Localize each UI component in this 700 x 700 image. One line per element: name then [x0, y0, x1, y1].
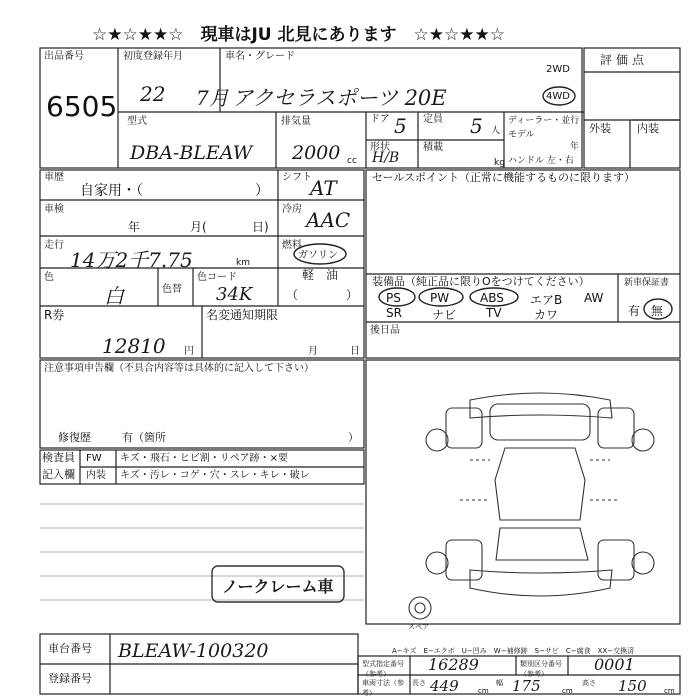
interior-label: 内装 — [637, 122, 659, 135]
mileage-label: 走行 — [44, 240, 64, 251]
no-claim-stamp: ノークレーム車 — [222, 577, 334, 596]
displacement-value: 2000 — [292, 142, 341, 164]
repair-end: ） — [348, 431, 359, 444]
dims-label: 車両寸法（参考） — [362, 679, 404, 697]
shape-value: H/B — [372, 150, 400, 166]
type-spec-value: 16289 — [428, 655, 479, 674]
fw-items: キズ・飛石・ヒビ割・リペア跡・×要 — [120, 453, 288, 464]
capacity-label: 定員 — [423, 114, 443, 125]
shape-label: 形状 — [370, 142, 390, 153]
equipment-leather: カワ — [534, 308, 559, 322]
repair-value: 有（箇所 — [122, 431, 166, 444]
drive-4wd: 4WD — [546, 91, 570, 102]
load-label: 積載 — [423, 142, 443, 153]
sales-point-label: セールスポイント（正常に機能するものに限ります） — [372, 171, 636, 184]
interior-items: キズ・汚レ・コゲ・穴・スレ・キレ・破レ — [120, 470, 310, 481]
color-code-label: 色コード — [197, 272, 237, 283]
category-value: 0001 — [594, 655, 635, 674]
warranty-no: 無 — [651, 304, 664, 318]
reg-year: 22 — [140, 82, 166, 106]
fuel-diesel: 軽 油 — [302, 268, 339, 282]
notice-day: 日 — [350, 346, 360, 357]
type-spec-label: 型式指定番号（参考） — [362, 660, 404, 678]
equipment-aw: AW — [584, 291, 604, 305]
color-change-label: 色替 — [162, 284, 182, 295]
height-value: 150 — [618, 677, 647, 695]
inspection-month: 月( — [190, 220, 207, 234]
ac-value: AAC — [306, 208, 351, 232]
registration-label: 登録番号 — [48, 672, 92, 685]
height-label: 高さ — [582, 679, 596, 687]
chassis-label: 車台番号 — [48, 642, 92, 655]
equipment-label: 装備品（純正品に限りOをつけてください） — [372, 275, 590, 288]
equipment-pw: PW — [430, 291, 450, 305]
color-label: 色 — [44, 272, 54, 283]
notice-label: 名変通知期限 — [206, 308, 279, 322]
notice-month: 月 — [308, 346, 318, 357]
header-banner: ☆★☆★★☆ 現車はJU 北見にあります ☆★☆★★☆ — [92, 25, 505, 45]
color-value: 白 — [104, 284, 124, 308]
equipment-tv: TV — [486, 306, 502, 320]
capacity-unit: 人 — [491, 126, 501, 136]
dealer-label: ディーラー・並行 — [508, 116, 580, 126]
spare-label: スペア — [408, 623, 429, 631]
evaluation-label: 評価点 — [600, 53, 649, 67]
doors-label: ドア — [370, 114, 390, 125]
length-label: 長さ — [412, 679, 426, 687]
exterior-label: 外装 — [589, 122, 611, 135]
doors-value: 5 — [394, 114, 407, 138]
fuel-other: （ ） — [286, 288, 359, 302]
car-diagram — [409, 393, 654, 619]
repair-label: 修復歴 — [58, 431, 91, 444]
model-label: 型式 — [127, 116, 147, 127]
shift-value: AT — [310, 176, 337, 200]
length-value: 449 — [430, 677, 459, 695]
fuel-gasoline: ガソリン — [298, 250, 338, 261]
inspection-day: 日) — [252, 220, 269, 234]
inspection-year: 年 — [128, 220, 141, 234]
color-code: 34K — [216, 284, 253, 305]
category-label: 類別区分番号（参考） — [520, 660, 562, 678]
mileage-unit: km — [236, 258, 250, 268]
year-label: 年 — [570, 142, 580, 152]
recycle-value: 12810 — [102, 334, 166, 358]
width-unit: cm — [562, 687, 573, 695]
caution-label: 注意事項申告欄（不具合内容等は具体的に記入して下さい） — [44, 363, 314, 374]
width-value: 175 — [512, 677, 541, 695]
fw-label: FW — [86, 453, 102, 464]
warranty-yes: 有 — [628, 304, 641, 318]
capacity-value: 5 — [470, 114, 483, 138]
width-label: 幅 — [496, 679, 503, 687]
recycle-label: R券 — [44, 308, 65, 322]
inspector-label: 検査員 — [42, 451, 75, 464]
displacement-unit: cc — [347, 156, 357, 166]
lot-number: 6505 — [46, 90, 118, 123]
entry-label: 記入欄 — [42, 468, 75, 481]
chassis-value: BLEAW-100320 — [118, 640, 269, 662]
displacement-label: 排気量 — [281, 116, 311, 127]
equipment-ps: PS — [386, 291, 401, 305]
equipment-navi: ナビ — [432, 308, 457, 322]
warranty-label: 新車保証書 — [624, 278, 670, 288]
rear-seat-label: 後日品 — [370, 325, 400, 336]
shift-label: シフト — [282, 172, 312, 183]
car-name-label: 車名・グレード — [225, 51, 295, 62]
inspection-label: 車検 — [44, 204, 64, 215]
model-year-label: モデル — [508, 130, 535, 140]
handle-label: ハンドル 左・右 — [508, 156, 574, 166]
fuel-label: 燃料 — [282, 240, 302, 251]
interior-entry-label: 内装 — [86, 470, 106, 481]
mileage-value: 14万2千7.75 — [70, 248, 193, 272]
car-name-value: アクセラスポーツ 20E — [232, 86, 447, 110]
history-value: 自家用・（ ） — [80, 183, 269, 199]
equipment-sr: SR — [386, 306, 402, 320]
reg-month: 7月 — [196, 86, 229, 110]
model-value: DBA-BLEAW — [130, 142, 253, 164]
equipment-abs: ABS — [480, 291, 504, 305]
load-unit: kg — [494, 158, 505, 168]
damage-legend: A−キズ E−エクボ U−凹み W−補修跡 S−サビ C−腐食 XX−交換済 — [392, 647, 635, 655]
equipment-airbag: エアB — [530, 293, 563, 307]
recycle-unit: 円 — [184, 346, 194, 357]
ac-label: 冷房 — [282, 204, 302, 215]
length-unit: cm — [478, 687, 489, 695]
drive-2wd: 2WD — [546, 64, 570, 75]
height-unit: cm — [664, 687, 675, 695]
lot-label: 出品番号 — [44, 51, 84, 62]
history-label: 車歴 — [44, 172, 64, 183]
reg-date-label: 初度登録年月 — [123, 51, 183, 62]
